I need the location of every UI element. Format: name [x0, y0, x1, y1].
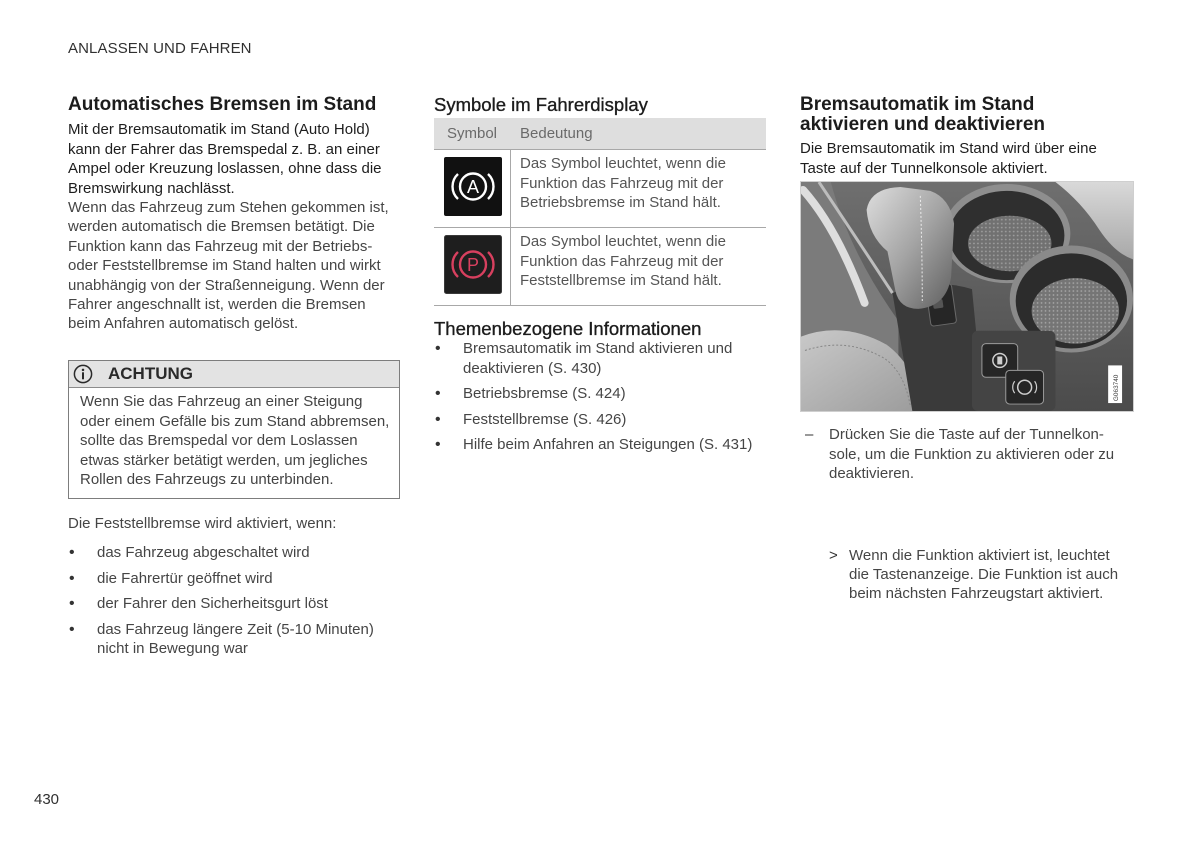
paragraph-line: Taste auf der Tunnelkonsole aktiviert. [800, 159, 1048, 177]
paragraph-line: Fahrer angeschnallt ist, werden die Bremsen [68, 295, 366, 313]
warning-line: oder einem Gefälle bis zum Stand abbremsen, [80, 412, 390, 430]
bullet-marker: • [69, 595, 75, 613]
warning-title: ACHTUNG [108, 364, 193, 383]
section-heading: Automatisches Bremsen im Stand [68, 94, 377, 115]
step-line: sole, um die Funktion zu aktivieren oder zu [829, 445, 1115, 463]
related-item-text: Feststellbremse (S. 426) [463, 410, 627, 428]
warning-header [69, 361, 399, 388]
related-info-list [434, 339, 752, 460]
paragraph-line: Mit der Bremsautomatik im Stand (Auto Hold) [68, 121, 370, 139]
auto-hold-icon [444, 157, 502, 216]
bullet-marker: • [435, 385, 441, 403]
paragraph-line: Ampel oder Kreuzung loslassen, ohne dass die [68, 160, 382, 178]
warning-line: Wenn Sie das Fahrzeug an einer Steigung [80, 393, 363, 411]
page-number: 430 [34, 791, 60, 808]
symbol-letter: A [466, 177, 480, 198]
body-paragraph [68, 198, 389, 334]
table-row [434, 150, 766, 228]
table-row [434, 228, 766, 306]
warning-line: Rollen des Fahrzeugs zu unterbinden. [80, 470, 334, 488]
paragraph-line: Die Bremsautomatik im Stand wird über eine [800, 140, 1097, 158]
bullet-marker: • [69, 544, 75, 562]
paragraph-line: kann der Fahrer das Bremspedal z. B. an einer [68, 140, 380, 158]
bullet-marker: • [435, 410, 441, 428]
table-header-symbol: Symbol [447, 125, 498, 142]
list-item-text: die Fahrertür geöffnet wird [97, 569, 273, 587]
intro-paragraph [68, 120, 382, 198]
console-photo [800, 181, 1134, 412]
paragraph-line: oder Feststellbremse im Stand halten und wirkt [68, 257, 381, 275]
list-item-text: das Fahrzeug längere Zeit (5-10 Minuten) [97, 620, 374, 638]
list-intro: Die Feststellbremse wird aktiviert, wenn: [68, 515, 337, 533]
related-item-text: deaktivieren (S. 430) [463, 359, 602, 377]
step-line: Drücken Sie die Taste auf der Tunnelkon- [829, 426, 1104, 444]
activation-heading [800, 95, 1045, 135]
activation-conditions-list [68, 543, 374, 664]
list-item [68, 543, 374, 562]
related-item-text: Bremsautomatik im Stand aktivieren und [463, 340, 733, 358]
auto-hold-button [1006, 370, 1044, 404]
paragraph-line: unabhängig von der Straßenneigung. Wenn der [68, 276, 385, 294]
symbol-letter: P [466, 255, 480, 276]
symbols-heading: Symbole im Fahrerdisplay [434, 94, 648, 115]
symbol-description [520, 154, 726, 212]
step-result [829, 546, 1200, 604]
warning-text [80, 392, 389, 489]
bullet-marker: • [435, 340, 441, 358]
list-item-text: der Fahrer den Sicherheitsgurt löst [97, 595, 328, 613]
related-item [434, 339, 752, 378]
related-item-text: Hilfe beim Anfahren an Steigungen (S. 431) [463, 435, 753, 453]
related-item [434, 410, 752, 429]
parking-brake-icon [444, 235, 502, 294]
description-line: Funktion das Fahrzeug mit der [520, 252, 724, 270]
list-item [68, 569, 374, 588]
paragraph-line: Bremswirkung nachlässt. [68, 179, 235, 197]
section-header: ANLASSEN UND FAHREN [68, 40, 252, 57]
bullet-marker: • [69, 620, 75, 638]
activation-intro [800, 139, 1097, 178]
related-info-heading: Themenbezogene Informationen [434, 318, 702, 339]
list-item-text: nicht in Bewegung war [97, 639, 248, 657]
table-header-row [434, 118, 766, 150]
heading-line: Bremsautomatik im Stand [800, 94, 1035, 115]
list-item [68, 620, 374, 659]
paragraph-line: Wenn das Fahrzeug zum Stehen gekommen ist, [68, 198, 389, 216]
description-line: Betriebsbremse im Stand hält. [520, 194, 721, 212]
step-marker: – [805, 426, 814, 444]
bullet-marker: • [69, 569, 75, 587]
warning-line: sollte das Bremspedal vor dem Loslassen [80, 432, 358, 450]
symbol-description [520, 232, 726, 290]
list-item [68, 594, 374, 613]
paragraph-line: werden automatisch die Bremsen betätigt. Die [68, 218, 375, 236]
related-item-text: Betriebsbremse (S. 424) [463, 385, 626, 403]
result-line: die Tastenanzeige. Die Funktion ist auch [849, 565, 1119, 583]
warning-line: etwas stärker betätigt werden, um jegliches [80, 451, 368, 469]
heading-line: aktivieren und deaktivieren [800, 114, 1045, 135]
paragraph-line: Funktion kann das Fahrzeug mit der Betriebs- [68, 237, 373, 255]
symbol-table [434, 118, 766, 306]
result-line: Wenn die Funktion aktiviert ist, leuchtet [849, 546, 1110, 564]
related-item [434, 435, 752, 454]
description-line: Feststellbremse im Stand hält. [520, 272, 722, 290]
related-item [434, 384, 752, 403]
warning-box [68, 360, 400, 499]
info-icon [73, 364, 93, 384]
result-marker: > [829, 546, 838, 564]
image-reference-label: G063740 [1113, 374, 1121, 402]
instruction-step [800, 425, 1200, 483]
paragraph-line: beim Anfahren automatisch gelöst. [68, 315, 299, 333]
description-line: Das Symbol leuchtet, wenn die [520, 155, 726, 173]
list-item-text: das Fahrzeug abgeschaltet wird [97, 544, 310, 562]
description-line: Funktion das Fahrzeug mit der [520, 174, 724, 192]
table-header-meaning: Bedeutung [520, 125, 593, 142]
description-line: Das Symbol leuchtet, wenn die [520, 233, 726, 251]
result-line: beim nächsten Fahrzeugstart aktiviert. [849, 585, 1104, 603]
step-line: deaktivieren. [829, 465, 915, 483]
bullet-marker: • [435, 435, 441, 453]
